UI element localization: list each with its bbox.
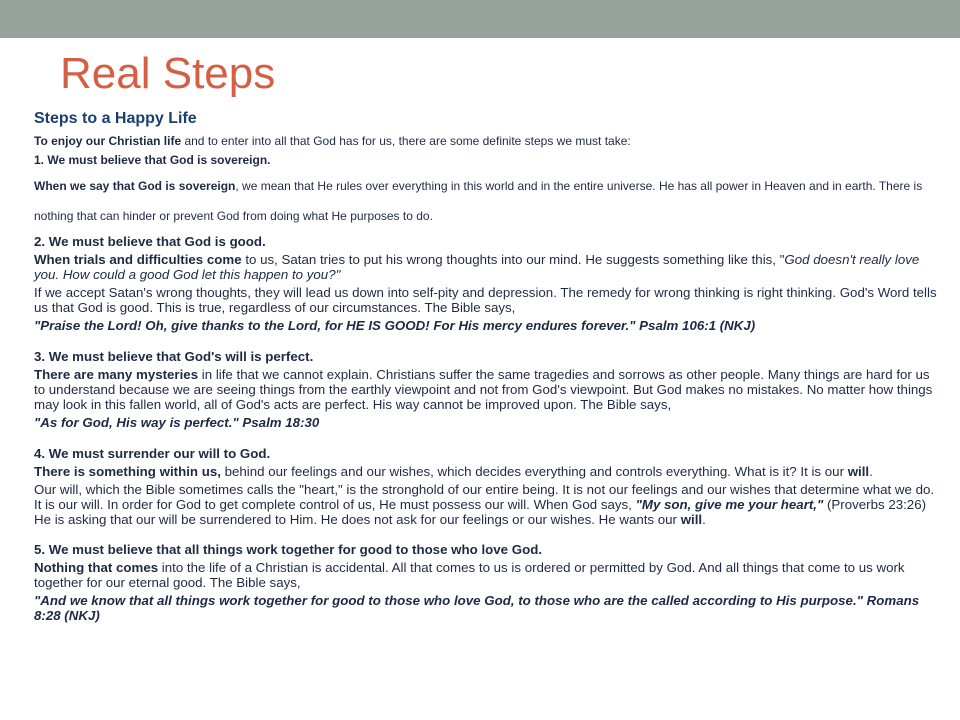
step4-para2b: (Proverbs 23:26) He is asking that our will be surrendered to Him. He does not ask for our feelings or our wishes. He wants our (34, 497, 927, 527)
step2-paragraph (34, 252, 942, 282)
step5-verse: "And we know that all things work together for good to those who love God, to those who are the called according to His purpose." Romans 8:28 (NKJ) (34, 593, 920, 623)
step3-heading: 3. We must believe that God's will is perfect. (34, 349, 314, 364)
step4-will-2: will (680, 512, 703, 527)
slide-title: Real Steps (60, 49, 276, 98)
intro-lead: To enjoy our Christian life (34, 134, 182, 148)
step4-para2a: Our will, which the Bible sometimes calls the "heart," is the stronghold of our entire being. It is not our feelings and our wishes that determine what we do. It is our will. In order for God to get complete control of us, He must possess our will. When God says, (34, 482, 935, 512)
step4-end-2: . (702, 512, 706, 527)
step2-lead: When trials and difficulties come (34, 252, 242, 267)
step3-lead: There are many mysteries (34, 367, 199, 382)
step2-verse: "Praise the Lord! Oh, give thanks to the Lord, for HE IS GOOD! For His mercy endures forever." Psalm 106:1 (NKJ) (34, 318, 756, 333)
step3-paragraph (34, 367, 942, 412)
intro-rest: and to enter into all that God has for us, there are some definite steps we must take: (181, 134, 631, 148)
step5-lead: Nothing that comes (34, 560, 159, 575)
step2-quote: God doesn't really love you. How could a good God let this happen to you?" (34, 252, 920, 282)
step4-heading: 4. We must surrender our will to God. (34, 446, 271, 461)
slide-body (34, 108, 942, 623)
intro-paragraph (34, 134, 942, 149)
step2-paragraph-2: If we accept Satan's wrong thoughts, they will lead us down into self-pity and depression. The remedy for wrong thinking is right thinking. God's Word tells us that God is good. This is true, regardless of our circumstances. The Bible says, (34, 285, 937, 315)
step1-rest: , we mean that He rules over everything in this world and in the entire universe. He has all power in Heaven and in earth. There is nothing that can hinder or prevent God from doing what He purposes to do. (34, 179, 923, 223)
step4-paragraph-2 (34, 482, 942, 527)
step1-heading: 1. We must believe that God is sovereign. (34, 153, 271, 167)
top-banner (0, 0, 960, 38)
step3-rest: in life that we cannot explain. Christians suffer the same tragedies and sorrows as other people. Many things are hard for us to understand because we are seeing things from the earthly viewpoint and not from God's viewpoint. But God makes no mistakes. No matter how things may look in this fallen world, all of God's acts are perfect. His way cannot be improved upon. The Bible says, (34, 367, 933, 412)
step5-paragraph (34, 560, 942, 590)
step1-paragraph (34, 171, 942, 231)
step4-will-1: will (847, 464, 870, 479)
step2-rest: to us, Satan tries to put his wrong thoughts into our mind. He suggests something like this, " (241, 252, 785, 267)
step1-lead: When we say that God is sovereign (34, 179, 236, 193)
step4-end-1: . (869, 464, 873, 479)
step4-lead: There is something within us, (34, 464, 221, 479)
step4-paragraph (34, 464, 942, 479)
step5-rest: into the life of a Christian is accidental. All that comes to us is ordered or permitted by God. And all things that come to us work together for our eternal good. The Bible says, (34, 560, 905, 590)
step4-rest: behind our feelings and our wishes, which decides everything and controls everything. What is it? It is our (220, 464, 848, 479)
step5-heading: 5. We must believe that all things work together for good to those who love God. (34, 542, 543, 557)
slide-subtitle: Steps to a Happy Life (34, 110, 197, 127)
step4-quote: "My son, give me your heart," (635, 497, 824, 512)
step2-heading: 2. We must believe that God is good. (34, 234, 266, 249)
step3-verse: "As for God, His way is perfect." Psalm 18:30 (34, 415, 320, 430)
